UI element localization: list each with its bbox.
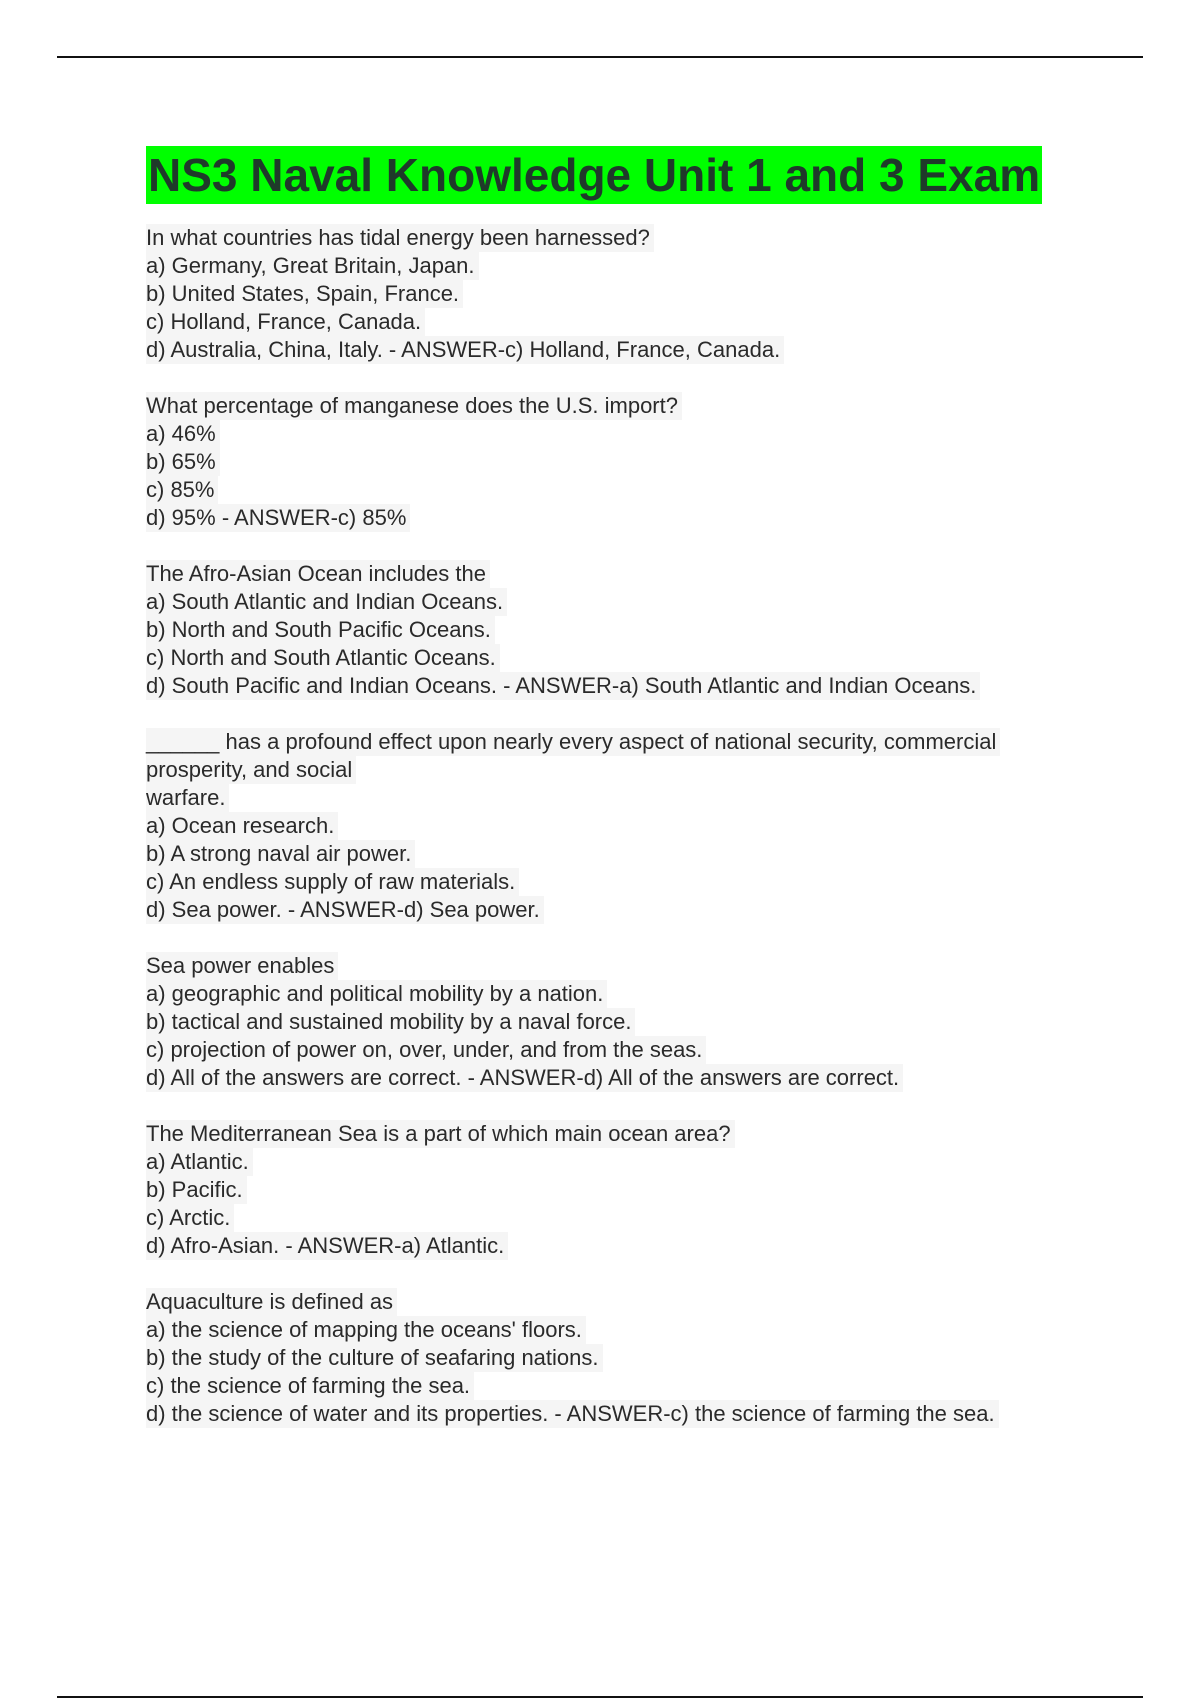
page-title: NS3 Naval Knowledge Unit 1 and 3 Exam: [148, 149, 1041, 201]
option-a: a) the science of mapping the oceans' floors.: [146, 1316, 586, 1344]
option-c: c) 85%: [146, 476, 218, 504]
question-text: In what countries has tidal energy been harnessed?: [146, 224, 654, 252]
question-text: The Mediterranean Sea is a part of which main ocean area?: [146, 1120, 735, 1148]
option-b: b) the study of the culture of seafaring nations.: [146, 1344, 603, 1372]
question-block: [146, 392, 1086, 532]
document-body: [146, 146, 1086, 1456]
option-d-with-answer: d) Australia, China, Italy. - ANSWER-c) Holland, France, Canada.: [146, 336, 784, 364]
option-a: a) Ocean research.: [146, 812, 338, 840]
footer-rule: [57, 1696, 1143, 1698]
option-d-with-answer: d) Afro-Asian. - ANSWER-a) Atlantic.: [146, 1232, 508, 1260]
question-text: ______ has a profound effect upon nearly every aspect of national security, commercial: [146, 728, 1000, 756]
option-b: b) A strong naval air power.: [146, 840, 415, 868]
option-b: b) North and South Pacific Oceans.: [146, 616, 495, 644]
option-c: c) Arctic.: [146, 1204, 234, 1232]
question-text-continued: prosperity, and social: [146, 756, 356, 784]
option-b: b) 65%: [146, 448, 220, 476]
question-block: [146, 728, 1086, 924]
question-text-continued: warfare.: [146, 784, 229, 812]
option-a: a) geographic and political mobility by a nation.: [146, 980, 607, 1008]
option-c: c) North and South Atlantic Oceans.: [146, 644, 500, 672]
question-block: [146, 952, 1086, 1092]
option-a: a) Atlantic.: [146, 1148, 253, 1176]
option-d-with-answer: d) Sea power. - ANSWER-d) Sea power.: [146, 896, 544, 924]
question-block: [146, 1120, 1086, 1260]
option-b: b) Pacific.: [146, 1176, 247, 1204]
option-a: a) 46%: [146, 420, 220, 448]
title-highlight: [146, 146, 1042, 204]
option-d-with-answer: d) 95% - ANSWER-c) 85%: [146, 504, 410, 532]
option-d-with-answer: d) South Pacific and Indian Oceans. - ANSWER-a) South Atlantic and Indian Oceans.: [146, 672, 980, 700]
option-c: c) Holland, France, Canada.: [146, 308, 425, 336]
question-text: The Afro-Asian Ocean includes the: [146, 560, 490, 588]
question-block: [146, 560, 1086, 700]
option-a: a) Germany, Great Britain, Japan.: [146, 252, 479, 280]
option-a: a) South Atlantic and Indian Oceans.: [146, 588, 507, 616]
question-block: [146, 224, 1086, 364]
header-rule: [57, 56, 1143, 58]
question-text: What percentage of manganese does the U.S. import?: [146, 392, 682, 420]
option-c: c) the science of farming the sea.: [146, 1372, 474, 1400]
option-c: c) projection of power on, over, under, and from the seas.: [146, 1036, 706, 1064]
option-c: c) An endless supply of raw materials.: [146, 868, 519, 896]
question-text: Aquaculture is defined as: [146, 1288, 397, 1316]
option-b: b) tactical and sustained mobility by a naval force.: [146, 1008, 635, 1036]
option-d-with-answer: d) the science of water and its properties. - ANSWER-c) the science of farming the sea.: [146, 1400, 999, 1428]
option-d-with-answer: d) All of the answers are correct. - ANSWER-d) All of the answers are correct.: [146, 1064, 903, 1092]
option-b: b) United States, Spain, France.: [146, 280, 463, 308]
question-block: [146, 1288, 1086, 1428]
question-text: Sea power enables: [146, 952, 338, 980]
